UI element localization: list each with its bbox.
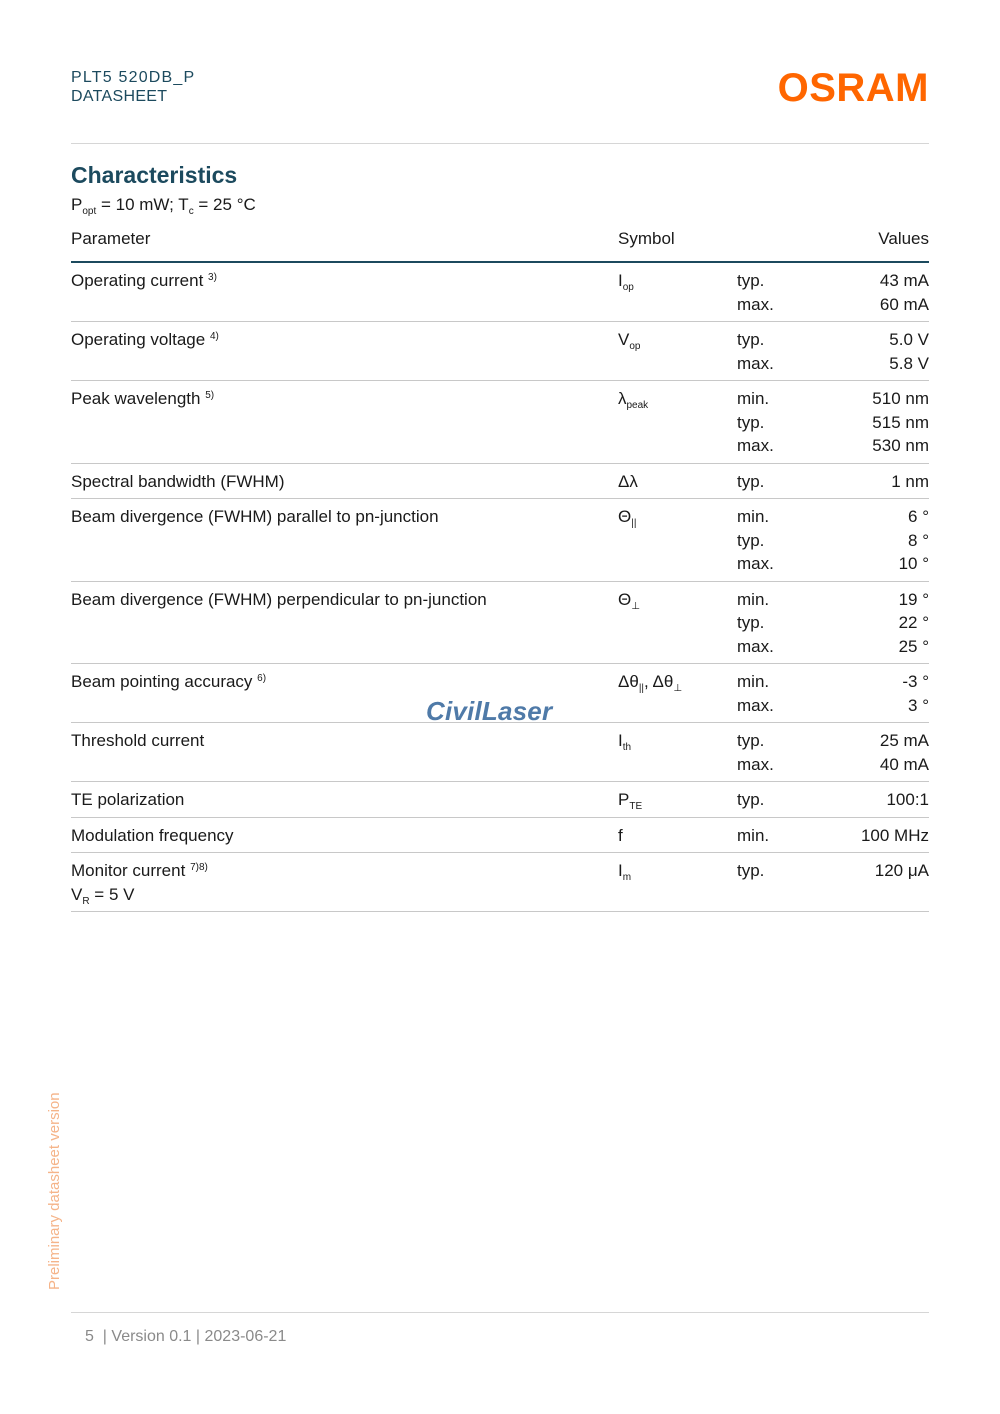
symbol-cell xyxy=(618,322,737,381)
parameter-name: Operating current xyxy=(71,271,204,290)
version-info: | Version 0.1 | 2023-06-21 xyxy=(102,1328,287,1345)
symbol-cell xyxy=(618,782,737,818)
symbol-subscript: TE xyxy=(629,801,643,812)
header-divider xyxy=(71,143,929,144)
qualifier-cell xyxy=(737,381,827,464)
symbol-subscript: op xyxy=(629,341,641,352)
value-cell xyxy=(827,381,929,464)
page-footer xyxy=(85,1327,286,1347)
qualifier: typ. xyxy=(737,613,765,632)
value: 1 nm xyxy=(891,471,929,491)
cond-p-symbol: P xyxy=(71,195,83,214)
parameter-condition-value: = 5 V xyxy=(89,884,135,904)
value: 22 ° xyxy=(898,613,929,632)
header-parameter: Parameter xyxy=(71,226,618,262)
qualifier-cell xyxy=(737,817,827,853)
qualifier-cell xyxy=(737,782,827,818)
parameter-name: TE polarization xyxy=(71,790,185,809)
symbol: Δλ xyxy=(618,471,638,491)
document-type: DATASHEET xyxy=(71,88,168,105)
table-header-row xyxy=(71,226,929,262)
value-cell xyxy=(827,322,929,381)
parameter-cell xyxy=(71,723,618,782)
header-qualifier xyxy=(737,226,827,262)
symbol-subscript: peak xyxy=(626,400,649,411)
symbol: I xyxy=(618,861,623,880)
value: 19 ° xyxy=(898,589,929,609)
qualifier: min. xyxy=(737,589,770,609)
value-cell xyxy=(827,782,929,818)
symbol-subscript: || xyxy=(638,683,645,694)
characteristics-table xyxy=(71,226,929,912)
qualifier: max. xyxy=(737,754,774,774)
qualifier: max. xyxy=(737,636,774,656)
symbol: I xyxy=(618,271,623,290)
symbol-cell xyxy=(618,381,737,464)
footnote-ref: 5) xyxy=(205,390,215,401)
qualifier: max. xyxy=(737,695,774,715)
value-cell xyxy=(827,463,929,499)
parameter-cell xyxy=(71,782,618,818)
watermark-logo: CivilLaser xyxy=(426,696,553,726)
header-symbol: Symbol xyxy=(618,226,737,262)
symbol: f xyxy=(618,825,623,845)
symbol-subscript: m xyxy=(622,872,632,883)
header-values: Values xyxy=(827,226,929,262)
qualifier-cell xyxy=(737,581,827,664)
symbol-cell xyxy=(618,853,737,912)
parameter-condition-symbol: V xyxy=(71,884,83,904)
value: 100:1 xyxy=(886,790,929,809)
cond-t-symbol: T xyxy=(178,195,189,214)
value-cell xyxy=(827,723,929,782)
test-conditions xyxy=(71,194,256,216)
parameter-name: Modulation frequency xyxy=(71,825,234,845)
parameter-name: Peak wavelength xyxy=(71,389,201,408)
value: 3 ° xyxy=(908,695,929,715)
value: 5.8 V xyxy=(889,353,929,373)
qualifier-cell xyxy=(737,853,827,912)
parameter-name: Spectral bandwidth (FWHM) xyxy=(71,471,285,491)
parameter-cell xyxy=(71,581,618,664)
parameter-cell xyxy=(71,853,618,912)
parameter-name: Monitor current xyxy=(71,861,186,880)
symbol-secondary: , Δθ xyxy=(644,672,674,691)
qualifier: typ. xyxy=(737,731,765,750)
parameter-cell xyxy=(71,463,618,499)
symbol-cell xyxy=(618,817,737,853)
footnote-ref: 3) xyxy=(208,272,217,283)
value: 10 ° xyxy=(898,554,929,573)
value-cell xyxy=(827,853,929,912)
parameter-cell xyxy=(71,262,618,322)
parameter-name: Beam pointing accuracy xyxy=(71,672,253,691)
table-row xyxy=(71,463,929,499)
qualifier-cell xyxy=(737,499,827,582)
qualifier: max. xyxy=(737,353,774,373)
table-row xyxy=(71,499,929,582)
qualifier: min. xyxy=(737,825,770,845)
symbol-cell xyxy=(618,664,737,723)
table-row xyxy=(71,817,929,853)
parameter-name: Threshold current xyxy=(71,731,205,750)
value: 100 MHz xyxy=(860,825,929,845)
preliminary-side-note: Preliminary datasheet version xyxy=(46,1092,63,1290)
qualifier: typ. xyxy=(737,271,765,290)
value-cell xyxy=(827,664,929,723)
table-row xyxy=(71,853,929,912)
symbol: λ xyxy=(618,389,627,408)
parameter-name: Beam divergence (FWHM) perpendicular to pn-junction xyxy=(71,589,487,609)
product-name: PLT5 520DB_P xyxy=(71,69,196,86)
value: 120 μA xyxy=(874,861,929,880)
symbol: Θ xyxy=(618,507,632,526)
cond-p-value: = 10 mW; xyxy=(96,195,179,214)
qualifier-cell xyxy=(737,262,827,322)
value: 515 nm xyxy=(872,412,929,432)
qualifier: typ. xyxy=(737,412,765,432)
qualifier: max. xyxy=(737,294,774,314)
qualifier: max. xyxy=(737,436,774,455)
value-cell xyxy=(827,499,929,582)
value-cell xyxy=(827,817,929,853)
qualifier-cell xyxy=(737,322,827,381)
symbol-cell xyxy=(618,499,737,582)
symbol-subscript: op xyxy=(622,282,634,293)
symbol-secondary-subscript: ⊥ xyxy=(673,683,683,694)
value: 5.0 V xyxy=(889,330,929,349)
parameter-cell xyxy=(71,322,618,381)
table-row xyxy=(71,581,929,664)
value: 6 ° xyxy=(908,507,929,526)
symbol-subscript: th xyxy=(622,742,632,753)
value: 510 nm xyxy=(872,389,929,408)
table-row xyxy=(71,381,929,464)
osram-logo: OSRAM xyxy=(777,66,929,110)
parameter-name: Beam divergence (FWHM) parallel to pn-junction xyxy=(71,507,439,526)
symbol: V xyxy=(618,330,630,349)
cond-t-value: = 25 °C xyxy=(193,195,256,214)
parameter-name: Operating voltage xyxy=(71,330,206,349)
section-title: Characteristics xyxy=(71,162,238,188)
table-row xyxy=(71,782,929,818)
qualifier: max. xyxy=(737,554,774,573)
symbol-subscript: || xyxy=(631,518,637,529)
qualifier: typ. xyxy=(737,471,765,491)
qualifier: typ. xyxy=(737,330,765,349)
value: 60 mA xyxy=(879,294,929,314)
table-body xyxy=(71,262,929,912)
qualifier-cell xyxy=(737,463,827,499)
value: 43 mA xyxy=(879,271,929,290)
qualifier: min. xyxy=(737,672,770,691)
value: -3 ° xyxy=(902,672,929,691)
table-row xyxy=(71,322,929,381)
page-number: 5 xyxy=(85,1328,94,1345)
value: 40 mA xyxy=(879,754,929,774)
value: 25 ° xyxy=(898,636,929,656)
value: 8 ° xyxy=(908,530,929,550)
value: 25 mA xyxy=(879,731,929,750)
symbol-cell xyxy=(618,581,737,664)
symbol: Θ xyxy=(618,589,632,609)
symbol-cell xyxy=(618,723,737,782)
symbol: Δθ xyxy=(618,672,639,691)
parameter-condition-subscript: R xyxy=(82,895,90,907)
table-row xyxy=(71,262,929,322)
value: 530 nm xyxy=(872,436,929,455)
symbol-cell xyxy=(618,262,737,322)
value-cell xyxy=(827,262,929,322)
symbol-subscript: ⊥ xyxy=(631,600,640,612)
cond-t-subscript: c xyxy=(188,206,194,217)
cond-p-subscript: opt xyxy=(82,206,97,217)
qualifier-cell xyxy=(737,723,827,782)
symbol-cell xyxy=(618,463,737,499)
document-header xyxy=(71,68,195,106)
qualifier-cell xyxy=(737,664,827,723)
footnote-ref: 4) xyxy=(209,331,219,342)
qualifier: typ. xyxy=(737,530,765,550)
footer-divider xyxy=(71,1312,929,1313)
parameter-cell xyxy=(71,381,618,464)
qualifier: min. xyxy=(737,507,770,526)
footnote-ref: 6) xyxy=(257,673,267,684)
value-cell xyxy=(827,581,929,664)
parameter-cell xyxy=(71,499,618,582)
footnote-ref: 7)8) xyxy=(190,862,208,873)
table-row xyxy=(71,723,929,782)
qualifier: typ. xyxy=(737,861,765,880)
parameter-cell xyxy=(71,817,618,853)
qualifier: min. xyxy=(737,389,770,408)
symbol: P xyxy=(618,790,630,809)
qualifier: typ. xyxy=(737,790,765,809)
symbol: I xyxy=(618,731,623,750)
